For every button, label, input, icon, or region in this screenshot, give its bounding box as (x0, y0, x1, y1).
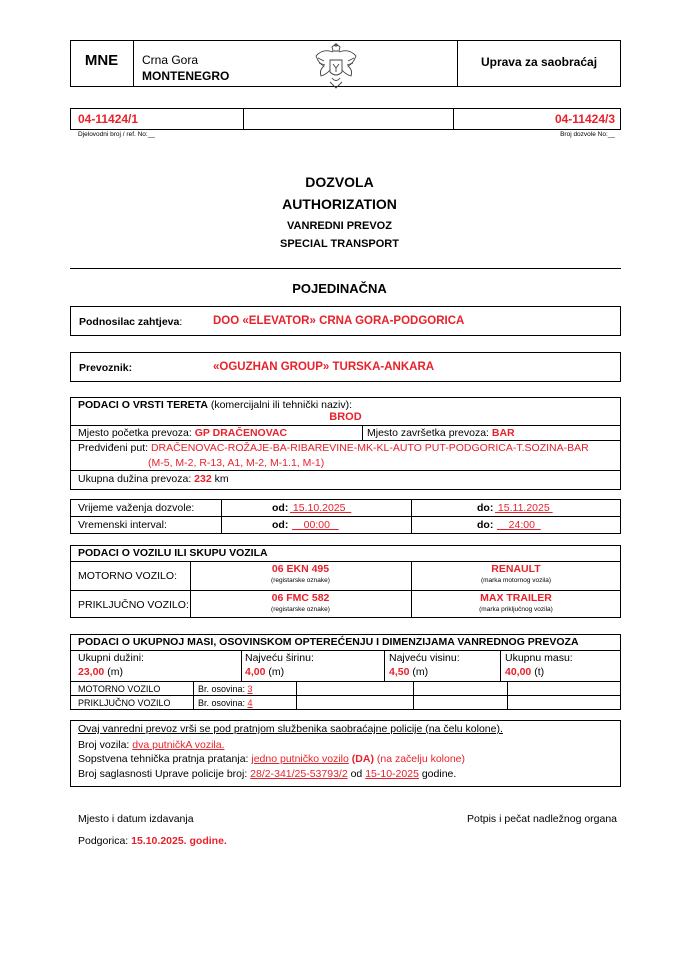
trailer-reg-note: (registarske oznake) (271, 606, 330, 613)
route-label: Predviđeni put: (78, 442, 149, 454)
axles-motor-value: 3 (247, 684, 253, 694)
escort-own-da: (DA) (351, 753, 374, 765)
max-width-value: 4,00 (245, 666, 266, 678)
cargo-name: BROD (329, 411, 362, 423)
to-date-label: do: (477, 502, 494, 514)
max-height-label: Najveću visinu: (389, 652, 460, 664)
carrier-value: «OGUZHAN GROUP» TURSKA-ANKARA (213, 361, 435, 373)
authority-name: Uprava za saobraćaj (480, 55, 598, 69)
start-row (78, 427, 287, 439)
escort-vehicles-row (78, 739, 225, 751)
validity-period-label: Vrijeme važenja dozvole: (78, 502, 195, 514)
start-value: GP DRAČENOVAC (194, 427, 288, 439)
motor-reg-note: (registarske oznake) (271, 577, 330, 584)
trailer-make: MAX TRAILER (480, 592, 552, 604)
issue-place: Podgorica: (78, 835, 129, 847)
issue-place-row (78, 835, 227, 847)
escort-own-note: (na začelju kolone) (376, 753, 466, 765)
from-time-label: od: (272, 519, 289, 531)
total-length-value: 23,00 (78, 666, 105, 678)
title-vanredni: VANREDNI PREVOZ (287, 220, 392, 232)
cargo-heading-note: (komercijalni ili tehnički naziv): (210, 399, 353, 411)
max-width-label: Najveću širinu: (245, 652, 314, 664)
consent-label: Broj saglasnosti Uprave policije broj: (78, 768, 248, 780)
axles-motor-count-label: Br. osovina: (198, 684, 246, 694)
to-time-label: do: (477, 519, 494, 531)
consent-date: 15-10-2025 (365, 768, 419, 780)
total-length-unit: (m) (107, 666, 123, 678)
escort-own-value: jedno putničko vozilo (251, 753, 349, 765)
escort-own-row (78, 753, 465, 765)
from-date-value: 15.10.2025 (292, 502, 346, 514)
coat-of-arms-icon (314, 42, 358, 90)
country-name-local: Crna Gora (142, 53, 199, 67)
consent-suffix: godine. (421, 768, 457, 780)
vehicle-heading: PODACI O VOZILU ILI SKUPU VOZILA (78, 547, 268, 559)
to-date-value: 15.11.2025 (497, 502, 550, 514)
route-value: DRAČENOVAC-ROŽAJE-BA-RIBAREVINE-MK-KL-AUTO PUT-PODGORICA-T.SOZINA-BAR (150, 442, 589, 454)
to-date (495, 502, 553, 514)
total-mass-unit: (t) (534, 666, 545, 678)
total-mass-row (505, 666, 544, 678)
from-time (292, 519, 339, 531)
permit-number: 04-11424/3 (554, 112, 615, 126)
permit-label: Broj dozvole No:__ (560, 131, 615, 138)
total-mass-value: 40,00 (505, 666, 532, 678)
total-mass-label: Ukupnu masu: (505, 652, 573, 664)
ref-label: Djelovodni broj / ref. No:__ (78, 131, 155, 138)
to-time (497, 519, 541, 531)
motor-vehicle-label: MOTORNO VOZILO: (78, 570, 177, 582)
trailer-reg: 06 FMC 582 (271, 592, 330, 604)
axles-trailer-label: PRIKLJUČNO VOZILO (78, 698, 171, 708)
from-date-label: od: (272, 502, 289, 514)
end-row (367, 427, 515, 439)
total-length-label: Ukupni dužini: (78, 652, 144, 664)
from-date (290, 502, 351, 514)
consent-od: od (350, 768, 363, 780)
route-length-value: 232 (194, 473, 212, 485)
country-name-en: MONTENEGRO (142, 69, 230, 83)
max-width-unit: (m) (268, 666, 285, 678)
total-length-row (78, 666, 123, 678)
axles-trailer-value: 4 (247, 698, 253, 708)
validity-interval-label: Vremenski interval: (78, 519, 167, 531)
permit-type: POJEDINAČNA (292, 281, 387, 296)
axles-motor-label: MOTORNO VOZILO (78, 684, 161, 694)
max-width-row (245, 666, 284, 678)
applicant-row (79, 316, 182, 328)
consent-number: 28/2-341/25-53793/2 (250, 768, 348, 780)
route-length-unit: km (214, 473, 229, 485)
carrier-label: Prevoznik: (79, 362, 133, 374)
cargo-heading-text: PODACI O VRSTI TERETA (78, 399, 208, 411)
axles-motor-row (198, 684, 253, 694)
applicant-value: DOO «ELEVATOR» CRNA GORA-PODGORICA (213, 315, 465, 327)
axles-trailer-row (198, 698, 253, 708)
escort-vehicles-label: Broj vozila: (78, 739, 130, 751)
ref-number: 04-11424/1 (78, 112, 139, 126)
place-date-label: Mjesto i datum izdavanja (78, 813, 194, 825)
max-height-unit: (m) (412, 666, 429, 678)
applicant-colon: : (179, 316, 183, 328)
escort-police-line: Ovaj vanredni prevoz vrši se pod pratnjom službenika saobraćajne policije (na čelu kolone). (78, 723, 503, 735)
title-authorization: AUTHORIZATION (282, 196, 397, 212)
to-time-value: 24:00 (508, 519, 535, 531)
max-height-row (389, 666, 428, 678)
motor-reg: 06 EKN 495 (271, 563, 330, 575)
route-roads: (M-5, M-2, R-13, A1, M-2, M-1.1, M-1) (148, 457, 325, 469)
motor-make: RENAULT (491, 563, 541, 575)
title-dozvola: DOZVOLA (305, 174, 374, 190)
dimensions-heading: PODACI O UKUPNOJ MASI, OSOVINSKOM OPTEREĆENJU I DIMENZIJAMA VANREDNOG PREVOZA (78, 636, 579, 648)
escort-consent-row (78, 768, 456, 780)
escort-own-label: Sopstvena tehnička pratnja pratanja: (78, 753, 249, 765)
issue-date: 15.10.2025. godine. (131, 835, 227, 847)
from-time-value: 00:00 (303, 519, 330, 531)
route-row (78, 442, 618, 454)
end-label: Mjesto završetka prevoza: (367, 427, 489, 439)
escort-vehicles-value: dva putničkA vozila. (132, 739, 225, 751)
motor-make-note: (marka motornog vozila) (480, 577, 552, 584)
end-value: BAR (491, 427, 515, 439)
trailer-vehicle-label: PRIKLJUČNO VOZILO: (78, 599, 189, 611)
title-divider (70, 268, 621, 269)
trailer-make-note: (marka priključnog vozila) (479, 606, 553, 613)
length-row (78, 473, 229, 485)
max-height-value: 4,50 (389, 666, 410, 678)
axles-trailer-count-label: Br. osovina: (198, 698, 246, 708)
route-length-label: Ukupna dužina prevoza: (78, 473, 192, 485)
signature-label: Potpis i pečat nadležnog organa (467, 813, 618, 825)
title-special: SPECIAL TRANSPORT (280, 238, 399, 250)
applicant-label: Podnosilac zahtjeva (79, 316, 180, 328)
country-code: MNE (84, 52, 119, 69)
start-label: Mjesto početka prevoza: (78, 427, 192, 439)
cargo-heading (78, 399, 352, 411)
